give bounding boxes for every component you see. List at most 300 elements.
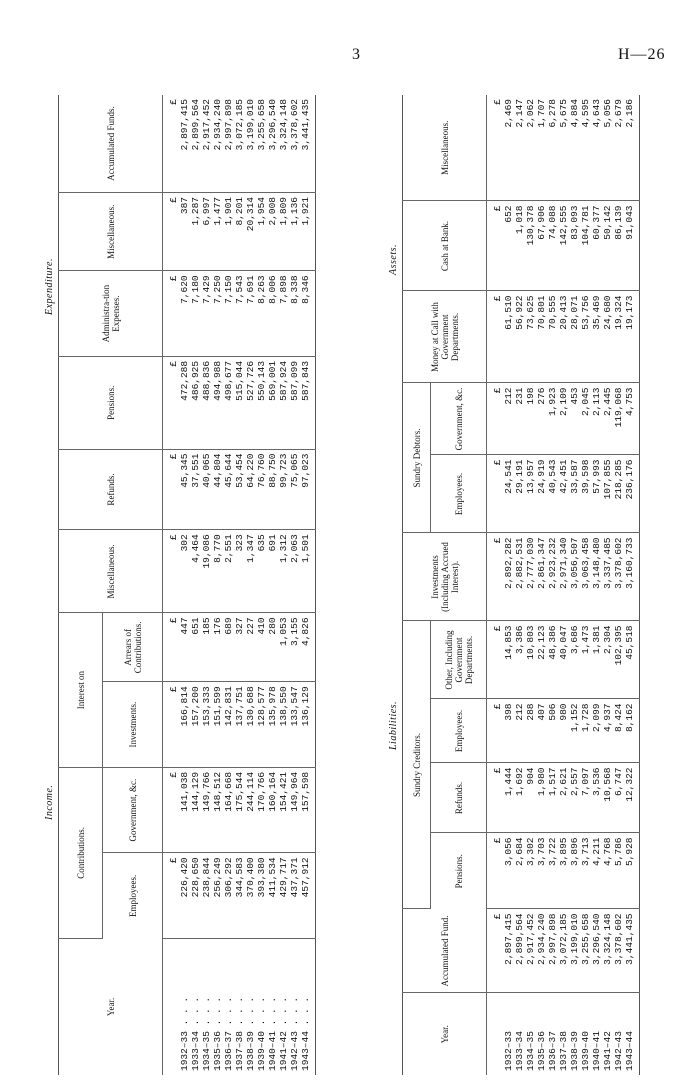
value-cell: 587,843	[300, 356, 316, 449]
value-cell: 2,469	[503, 95, 514, 201]
value-cell: 45,518	[624, 621, 640, 699]
year-cell: 1936–37	[547, 1031, 558, 1071]
header-investments: Investments.	[103, 682, 163, 768]
value-cell: 144,129	[190, 767, 201, 853]
value-cell: 8,162	[624, 699, 640, 763]
value-cell: 398	[503, 699, 514, 763]
value-cell: 3,536	[591, 763, 602, 833]
value-cell: 3,255,658	[256, 95, 267, 193]
header-government: Government, &c.	[103, 767, 163, 853]
year-cell: 1938–39 . . .	[245, 996, 256, 1071]
liabilities-assets-block	[388, 95, 660, 1075]
value-cell: 1,444	[503, 763, 514, 833]
value-cell: 149,964	[289, 767, 300, 853]
value-cell: 7,620	[179, 271, 190, 357]
value-cell: 1,517	[547, 763, 558, 833]
value-cell: 74,088	[547, 201, 558, 291]
value-cell: 410	[256, 613, 267, 682]
header-year: Year.	[59, 938, 163, 1075]
value-cell: 154,421	[278, 767, 289, 853]
header-year-bottom: Year.	[403, 993, 487, 1075]
value-cell: 86,139	[613, 201, 624, 291]
value-cell: 1,728	[580, 699, 591, 763]
value-cell: 280	[267, 613, 278, 682]
value-cell: 3,056	[503, 833, 514, 909]
value-cell: 73,625	[525, 291, 536, 383]
value-cell: 2,897,415	[179, 95, 190, 193]
value-cell: 29,191	[514, 455, 525, 533]
year-cell: 1938–39	[569, 1031, 580, 1071]
value-cell: 20,314	[245, 193, 256, 271]
value-cell: 1,136	[289, 193, 300, 271]
value-cell: 40,065	[201, 449, 212, 530]
value-cell: 56,922	[514, 291, 525, 383]
value-cell: 256,249	[212, 853, 223, 939]
year-cell: 1939–40 . . .	[256, 996, 267, 1071]
year-cell: 1934–35	[525, 1031, 536, 1071]
value-cell: 4,643	[591, 95, 602, 201]
value-cell: 2,109	[558, 383, 569, 455]
value-cell: 10,803	[525, 621, 536, 699]
value-cell: 3,378,602	[613, 533, 624, 621]
value-cell: 5,675	[558, 95, 569, 201]
value-cell: 12,322	[624, 763, 640, 833]
unit-cell: £	[487, 291, 504, 383]
value-cell: 472,288	[179, 356, 190, 449]
value-cell: 7,097	[580, 763, 591, 833]
table-row	[569, 95, 580, 1075]
year-cell: 1940–41 . . .	[267, 996, 278, 1071]
unit-cell: £	[487, 909, 504, 993]
value-cell: 3,199,010	[245, 95, 256, 193]
table-row	[300, 95, 316, 1075]
value-cell: 3,686	[569, 621, 580, 699]
value-cell: 4,595	[580, 95, 591, 201]
value-cell: 569,001	[267, 356, 278, 449]
value-cell: 3,895	[558, 833, 569, 909]
value-cell: 7,250	[212, 271, 223, 357]
value-cell: 2,897,415	[503, 909, 514, 993]
year-cell: 1941–42	[602, 1031, 613, 1071]
table-row	[267, 95, 278, 1075]
value-cell: 8,424	[613, 699, 624, 763]
unit-cell: £	[487, 383, 504, 455]
value-cell: 24,680	[602, 291, 613, 383]
value-cell: 61,510	[503, 291, 514, 383]
value-cell: 4,211	[591, 833, 602, 909]
value-cell: 212	[514, 699, 525, 763]
table-row	[212, 95, 223, 1075]
header-debtor-government: Government, &c.	[431, 383, 487, 455]
value-cell: 1,809	[278, 193, 289, 271]
year-cell: 1933–34	[514, 1031, 525, 1071]
value-cell: 164,668	[223, 767, 234, 853]
value-cell: 2,445	[602, 383, 613, 455]
value-cell: 1,921	[300, 193, 316, 271]
value-cell: 1,053	[278, 613, 289, 682]
value-cell: 3,296,540	[267, 95, 278, 193]
value-cell: 7,150	[223, 271, 234, 357]
value-cell: 39,598	[580, 455, 591, 533]
value-cell: 407	[536, 699, 547, 763]
value-cell: 1,477	[212, 193, 223, 271]
value-cell: 53,454	[234, 449, 245, 530]
unit-cell: £	[163, 356, 180, 449]
value-cell: 4,826	[300, 613, 316, 682]
unit-cell: £	[487, 201, 504, 291]
value-cell: 3,386	[514, 621, 525, 699]
value-cell: 88,750	[267, 449, 278, 530]
value-cell: 99,723	[278, 449, 289, 530]
value-cell: 2,621	[558, 763, 569, 833]
value-cell: 119,068	[613, 383, 624, 455]
value-cell: 2,045	[580, 383, 591, 455]
unit-cell: £	[487, 621, 504, 699]
value-cell: 393,380	[256, 853, 267, 939]
value-cell: 3,072,185	[558, 909, 569, 993]
value-cell: 7,180	[190, 271, 201, 357]
value-cell: 8,006	[267, 271, 278, 357]
income-title: Income.	[44, 784, 55, 820]
value-cell: 306,292	[223, 853, 234, 939]
year-cell: 1942–43 . . .	[289, 996, 300, 1071]
unit-cell: £	[163, 613, 180, 682]
value-cell: 2,557	[569, 763, 580, 833]
table-row	[536, 95, 547, 1075]
table-row	[624, 95, 640, 1075]
value-cell: 7,429	[201, 271, 212, 357]
year-cell: 1942–43	[613, 1031, 624, 1071]
value-cell: 64,220	[245, 449, 256, 530]
value-cell: 138,550	[278, 682, 289, 768]
header-interest-on: Interest on	[59, 613, 103, 767]
value-cell: 244,114	[245, 767, 256, 853]
income-expenditure-table	[58, 95, 316, 1075]
value-cell: 2,861,347	[536, 533, 547, 621]
value-cell: 28,071	[569, 291, 580, 383]
income-unit-row	[163, 95, 180, 1075]
value-cell: 1,152	[569, 699, 580, 763]
header-admin-expenses: Administra-tion Expenses.	[59, 271, 163, 357]
value-cell: 635	[256, 530, 267, 613]
value-cell: 10,568	[602, 763, 613, 833]
value-cell: 651	[190, 613, 201, 682]
value-cell: 3,063,458	[580, 533, 591, 621]
value-cell: 218,285	[613, 455, 624, 533]
value-cell: 3,703	[536, 833, 547, 909]
value-cell: 70,555	[547, 291, 558, 383]
value-cell: 5,056	[602, 95, 613, 201]
value-cell: 170,766	[256, 767, 267, 853]
header-pensions: Pensions.	[59, 356, 163, 449]
header-refunds: Refunds.	[59, 449, 163, 530]
value-cell: 141,038	[179, 767, 190, 853]
value-cell: 44,804	[212, 449, 223, 530]
year-cell: 1943–44 . . .	[300, 996, 311, 1071]
value-cell: 160,164	[267, 767, 278, 853]
value-cell: 40,047	[558, 621, 569, 699]
value-cell: 3,056,507	[569, 533, 580, 621]
header-debtor-employees: Employees.	[431, 455, 487, 533]
value-cell: 3,441,435	[300, 95, 316, 193]
value-cell: 19,173	[624, 291, 640, 383]
value-cell: 24,541	[503, 455, 514, 533]
unit-cell: £	[163, 853, 180, 939]
value-cell: 107,855	[602, 455, 613, 533]
value-cell: 1,018	[514, 201, 525, 291]
rotated-content	[40, 95, 660, 1075]
value-cell: 76,760	[256, 449, 267, 530]
unit-cell	[487, 993, 504, 1075]
value-cell: 689	[223, 613, 234, 682]
unit-cell: £	[163, 682, 180, 768]
value-cell: 2,099	[591, 699, 602, 763]
value-cell: 20,413	[558, 291, 569, 383]
value-cell: 57,993	[591, 455, 602, 533]
value-cell: 22,123	[536, 621, 547, 699]
value-cell: 13,957	[525, 455, 536, 533]
unit-cell: £	[487, 699, 504, 763]
year-cell: 1935–36	[536, 1031, 547, 1071]
value-cell: 45,345	[179, 449, 190, 530]
value-cell: 45,644	[223, 449, 234, 530]
value-cell: 323	[234, 530, 245, 613]
unit-cell: £	[163, 271, 180, 357]
value-cell: 2,186	[624, 95, 640, 201]
header-income-misc: Miscellaneous.	[59, 530, 163, 613]
value-cell: 135,978	[267, 682, 278, 768]
value-cell: 2,882,531	[514, 533, 525, 621]
value-cell: 3,255,658	[580, 909, 591, 993]
unit-cell: £	[487, 455, 504, 533]
year-cell: 1935–36 . . .	[212, 996, 223, 1071]
value-cell: 370,400	[245, 853, 256, 939]
value-cell: 48,386	[547, 621, 558, 699]
value-cell: 3,713	[580, 833, 591, 909]
table-row	[514, 95, 525, 1075]
value-cell: 4,884	[569, 95, 580, 201]
value-cell: 691	[267, 530, 278, 613]
value-cell: 3,324,148	[602, 909, 613, 993]
assets-title: Assets.	[388, 244, 399, 275]
value-cell: 8,201	[234, 193, 245, 271]
value-cell: 148,512	[212, 767, 223, 853]
value-cell: 3,378,602	[289, 95, 300, 193]
expenditure-title: Expenditure.	[44, 257, 55, 315]
value-cell: 2,892,282	[503, 533, 514, 621]
unit-cell: £	[163, 530, 180, 613]
value-cell: 157,598	[300, 767, 316, 853]
value-cell: 53,756	[580, 291, 591, 383]
header-creditor-employees: Employees.	[431, 699, 487, 763]
table-row	[289, 95, 300, 1075]
value-cell: 198	[525, 383, 536, 455]
value-cell: 7,691	[245, 271, 256, 357]
value-cell: 2,923,232	[547, 533, 558, 621]
year-cell: 1933–34 . . .	[190, 996, 201, 1071]
header-creditor-refunds: Refunds.	[431, 763, 487, 833]
page-number: 3	[352, 46, 360, 63]
year-cell: 1936–37 . . .	[223, 996, 234, 1071]
value-cell: 212	[503, 383, 514, 455]
value-cell: 133,547	[289, 682, 300, 768]
value-cell: 97,023	[300, 449, 316, 530]
value-cell: 1,707	[536, 95, 547, 201]
value-cell: 2,008	[267, 193, 278, 271]
value-cell: 2,679	[613, 95, 624, 201]
value-cell: 142,555	[558, 201, 569, 291]
header-investments-accrued: Investments (Including Accrued Interest).	[403, 533, 487, 621]
value-cell: 1,312	[278, 530, 289, 613]
value-cell: 2,934,240	[536, 909, 547, 993]
unit-cell: £	[163, 95, 180, 193]
value-cell: 3,378,602	[613, 909, 624, 993]
value-cell: 3,337,485	[602, 533, 613, 621]
unit-cell: £	[487, 833, 504, 909]
value-cell: 4,753	[624, 383, 640, 455]
value-cell: 3,896	[569, 833, 580, 909]
unit-cell	[163, 938, 180, 1075]
value-cell: 35,469	[591, 291, 602, 383]
value-cell: 904	[525, 763, 536, 833]
table-row	[547, 95, 558, 1075]
value-cell: 104,781	[580, 201, 591, 291]
document-reference: H—26	[618, 46, 666, 63]
value-cell: 4,464	[190, 530, 201, 613]
value-cell: 236,176	[624, 455, 640, 533]
value-cell: 288	[525, 699, 536, 763]
value-cell: 2,147	[514, 95, 525, 201]
unit-cell: £	[163, 449, 180, 530]
value-cell: 1,473	[580, 621, 591, 699]
year-cell: 1932–33	[503, 1031, 514, 1071]
value-cell: 437,371	[289, 853, 300, 939]
value-cell: 1,923	[547, 383, 558, 455]
table-row	[558, 95, 569, 1075]
header-sundry-debtors: Sundry Debtors.	[403, 383, 431, 533]
value-cell: 4,937	[602, 699, 613, 763]
value-cell: 2,917,452	[201, 95, 212, 193]
liabilities-assets-table	[402, 95, 640, 1075]
table-row	[234, 95, 245, 1075]
value-cell: 227	[245, 613, 256, 682]
value-cell: 3,324,148	[278, 95, 289, 193]
value-cell: 7,898	[278, 271, 289, 357]
value-cell: 2,304	[602, 621, 613, 699]
value-cell: 276	[536, 383, 547, 455]
value-cell: 2,113	[591, 383, 602, 455]
table-row	[245, 95, 256, 1075]
value-cell: 2,899,564	[514, 909, 525, 993]
header-employees: Employees.	[103, 853, 163, 939]
value-cell: 387	[179, 193, 190, 271]
value-cell: 980	[558, 699, 569, 763]
header-assets-misc: Miscellaneous.	[403, 95, 487, 201]
value-cell: 488,836	[201, 356, 212, 449]
value-cell: 1,347	[245, 530, 256, 613]
value-cell: 2,062	[525, 95, 536, 201]
value-cell: 153,333	[201, 682, 212, 768]
value-cell: 3,160,733	[624, 533, 640, 621]
value-cell: 19,324	[613, 291, 624, 383]
value-cell: 142,831	[223, 682, 234, 768]
value-cell: 226,420	[179, 853, 190, 939]
value-cell: 515,044	[234, 356, 245, 449]
value-cell: 37,551	[190, 449, 201, 530]
year-cell: 1934–35 . . .	[201, 996, 212, 1071]
value-cell: 33,587	[569, 455, 580, 533]
value-cell: 8,770	[212, 530, 223, 613]
value-cell: 231	[514, 383, 525, 455]
value-cell: 149,766	[201, 767, 212, 853]
header-accumulated-fund: Accumulated Fund.	[403, 909, 487, 993]
unit-cell: £	[487, 533, 504, 621]
value-cell: 453	[569, 383, 580, 455]
value-cell: 2,997,898	[547, 909, 558, 993]
value-cell: 67,906	[536, 201, 547, 291]
table-row	[602, 95, 613, 1075]
year-cell: 1941–42 . . .	[278, 996, 289, 1071]
value-cell: 102,395	[613, 621, 624, 699]
value-cell: 70,801	[536, 291, 547, 383]
value-cell: 494,988	[212, 356, 223, 449]
table-row	[278, 95, 289, 1075]
value-cell: 60,377	[591, 201, 602, 291]
value-cell: 2,971,340	[558, 533, 569, 621]
value-cell: 50,142	[602, 201, 613, 291]
value-cell: 3,722	[547, 833, 558, 909]
value-cell: 3,155	[289, 613, 300, 682]
unit-cell: £	[487, 95, 504, 201]
value-cell: 344,583	[234, 853, 245, 939]
value-cell: 2,551	[223, 530, 234, 613]
value-cell: 3,296,540	[591, 909, 602, 993]
value-cell: 2,997,898	[223, 95, 234, 193]
value-cell: 1,954	[256, 193, 267, 271]
value-cell: 5,786	[613, 833, 624, 909]
value-cell: 1,381	[591, 621, 602, 699]
liabilities-unit-row	[487, 95, 504, 1075]
income-expenditure-block	[40, 95, 380, 1075]
value-cell: 137,751	[234, 682, 245, 768]
value-cell: 75,065	[289, 449, 300, 530]
value-cell: 136,129	[300, 682, 316, 768]
value-cell: 411,534	[267, 853, 278, 939]
value-cell: 19,086	[201, 530, 212, 613]
year-cell: 1943–44	[624, 1031, 635, 1071]
value-cell: 1,287	[190, 193, 201, 271]
value-cell: 8,263	[256, 271, 267, 357]
value-cell: 506	[547, 699, 558, 763]
value-cell: 587,924	[278, 356, 289, 449]
table-row	[525, 95, 536, 1075]
value-cell: 1,692	[514, 763, 525, 833]
header-creditor-other: Other, Including Government Departments.	[431, 621, 487, 699]
value-cell: 3,148,480	[591, 533, 602, 621]
value-cell: 652	[503, 201, 514, 291]
value-cell: 4,768	[602, 833, 613, 909]
table-row	[591, 95, 602, 1075]
value-cell: 3,302	[525, 833, 536, 909]
unit-cell: £	[487, 763, 504, 833]
year-cell: 1939–40	[580, 1031, 591, 1071]
year-cell: 1937–38	[558, 1031, 569, 1071]
value-cell: 5,928	[624, 833, 640, 909]
value-cell: 238,844	[201, 853, 212, 939]
value-cell: 486,925	[190, 356, 201, 449]
value-cell: 175,544	[234, 767, 245, 853]
value-cell: 6,997	[201, 193, 212, 271]
